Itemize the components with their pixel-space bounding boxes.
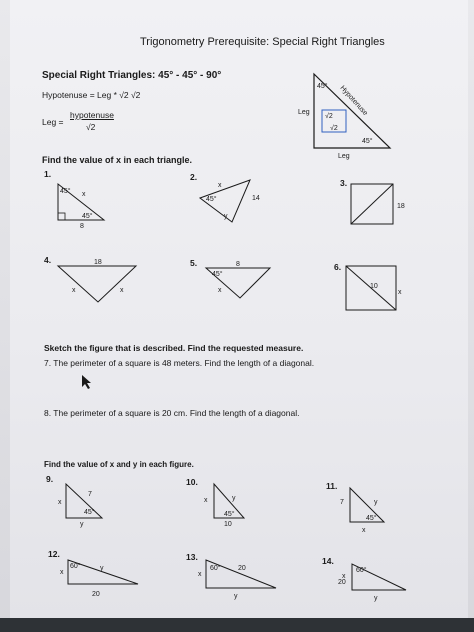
p11-label-angle: 45°: [366, 515, 377, 522]
worksheet-title: Trigonometry Prerequisite: Special Right Triangles: [140, 36, 385, 48]
p9-label-y: y: [80, 521, 84, 528]
ref-leg-side-label: Leg: [298, 109, 310, 116]
problem-10-number: 10.: [186, 477, 198, 487]
device-bezel: [0, 618, 474, 632]
instruction-find-xy: Find the value of x and y in each figure.: [44, 460, 194, 469]
p4-label-18: 18: [94, 259, 102, 266]
problem-3-figure: [345, 180, 415, 230]
question-8: 8. The perimeter of a square is 20 cm. Find the length of a diagonal.: [44, 408, 300, 418]
problem-4-number: 4.: [44, 255, 52, 265]
problem-6-figure: [340, 262, 410, 312]
p2-label-x: x: [218, 182, 222, 189]
problem-12-figure: [60, 554, 150, 604]
ref-hypotenuse-label: Hypotenuse: [338, 84, 369, 118]
problem-14-figure: [336, 560, 416, 610]
mouse-cursor-icon: [82, 375, 92, 394]
p1-label-a: 45°: [60, 188, 71, 195]
ref-root-2: √2: [330, 125, 338, 132]
problem-11-number: 11.: [326, 481, 338, 491]
p12-label-20: 20: [92, 591, 100, 598]
ref-top-angle: 45°: [317, 83, 328, 90]
problem-2-number: 2.: [190, 172, 198, 182]
p10-label-angle: 45°: [224, 511, 235, 518]
p12-label-angle: 60°: [70, 563, 81, 570]
p11-label-x: x: [362, 527, 366, 534]
p13-label-x: x: [198, 571, 202, 578]
p5-label-8: 8: [236, 261, 240, 268]
p3-label-18: 18: [397, 203, 405, 210]
section-heading-special-right-triangles: Special Right Triangles: 45° - 45° - 90°: [42, 70, 222, 81]
p2-label-angle: 45°: [206, 196, 217, 203]
problem-13-number: 13.: [186, 552, 198, 562]
p4-label-x-left: x: [72, 287, 76, 294]
problem-11-figure: [336, 484, 396, 534]
hypotenuse-formula: Hypotenuse = Leg * √2 √2: [42, 90, 141, 100]
p1-label-b: 45°: [82, 213, 93, 220]
p1-label-8: 8: [80, 223, 84, 230]
problem-4-figure: [52, 258, 142, 308]
p2-label-y: y: [224, 213, 228, 220]
problem-1-number: 1.: [44, 169, 52, 179]
leg-formula-label: Leg =: [42, 117, 64, 127]
p13-label-angle: 60°: [210, 565, 221, 572]
problem-5-figure: [200, 258, 280, 308]
problem-10-figure: [200, 480, 260, 530]
p14-label-angle: 60°: [356, 567, 367, 574]
p10-label-10: 10: [224, 521, 232, 528]
p10-label-x: x: [204, 497, 208, 504]
p6-label-x: x: [398, 289, 402, 296]
p2-label-14: 14: [252, 195, 260, 202]
problem-9-figure: [56, 480, 116, 530]
p11-label-7: 7: [340, 499, 344, 506]
p1-label-x: x: [82, 191, 86, 198]
p14-label-20: 20: [338, 579, 346, 586]
problem-13-figure: [196, 556, 286, 606]
p5-label-angle: 45°: [212, 271, 223, 278]
p5-label-x: x: [218, 287, 222, 294]
problem-3-number: 3.: [340, 178, 348, 188]
p10-label-y: y: [232, 495, 236, 502]
problem-14-number: 14.: [322, 556, 334, 566]
problem-5-number: 5.: [190, 258, 198, 268]
p9-label-7: 7: [88, 491, 92, 498]
ref-bottom-angle: 45°: [362, 138, 373, 145]
reference-triangle-figure: [300, 70, 400, 160]
p6-label-10: 10: [370, 283, 378, 290]
problem-9-number: 9.: [46, 474, 54, 484]
p11-label-y: y: [374, 499, 378, 506]
question-7: 7. The perimeter of a square is 48 meters. Find the length of a diagonal.: [44, 358, 315, 368]
ref-root-1: √2: [325, 113, 333, 120]
leg-formula-denominator: √2: [86, 122, 96, 132]
problem-12-number: 12.: [48, 549, 60, 559]
instruction-sketch: Sketch the figure that is described. Find the requested measure.: [44, 343, 304, 353]
p9-label-angle: 45°: [84, 509, 95, 516]
instruction-find-x: Find the value of x in each triangle.: [42, 155, 193, 165]
problem-6-number: 6.: [334, 262, 342, 272]
p9-label-x: x: [58, 499, 62, 506]
p12-label-y: y: [100, 565, 104, 572]
ref-leg-bottom-label: Leg: [338, 153, 350, 160]
p13-label-20: 20: [238, 565, 246, 572]
p14-label-x: x: [342, 573, 346, 580]
problem-2-figure: [196, 176, 266, 226]
p13-label-y: y: [234, 593, 238, 600]
leg-formula-numerator: hypotenuse: [70, 110, 114, 120]
p14-label-y: y: [374, 595, 378, 602]
p4-label-x-right: x: [120, 287, 124, 294]
p12-label-x: x: [60, 569, 64, 576]
problem-1-figure: [52, 180, 112, 230]
